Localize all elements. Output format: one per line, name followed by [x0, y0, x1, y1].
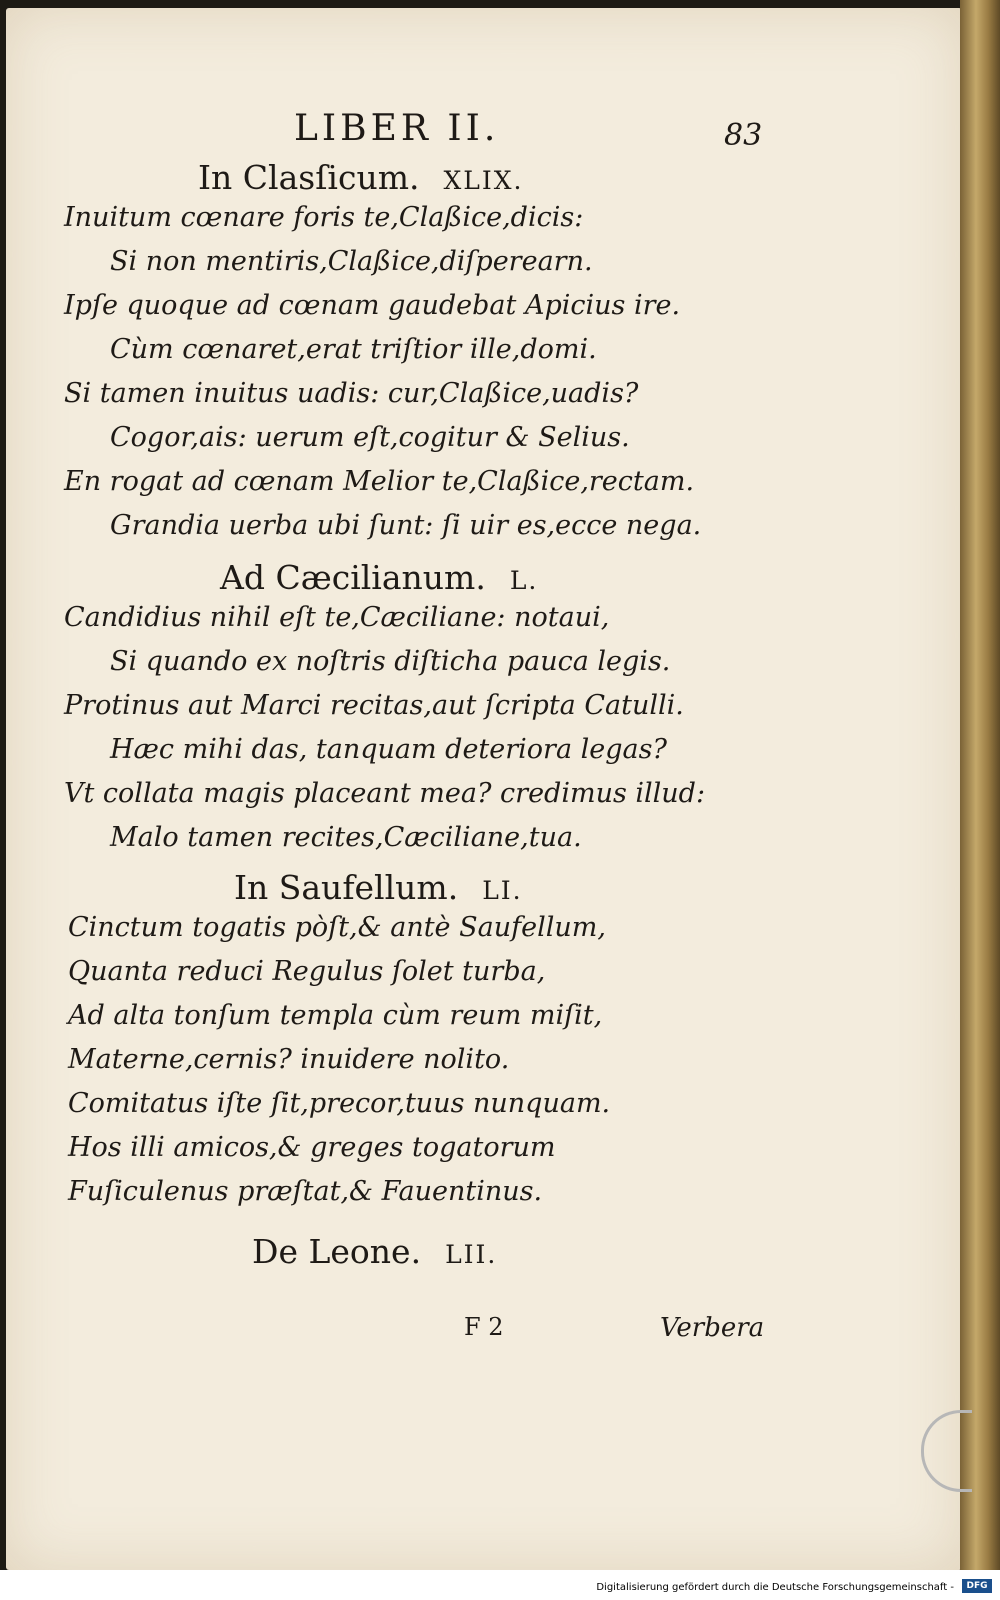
verse-line: Ipſe quoque ad cœnam gaudebat Apicius ire.	[64, 290, 681, 321]
verse-line: Cinctum togatis pòſt,& antè Saufellum,	[68, 912, 606, 943]
verse-line: Candidius nihil eſt te,Cæciliane: notaui,	[64, 602, 610, 633]
section-heading	[252, 1232, 497, 1271]
section-title: In Saufellum.	[234, 868, 459, 907]
running-head: LIBER II.	[294, 108, 500, 149]
verse-line: Cogor,ais: uerum eſt,cogitur & Selius.	[110, 422, 630, 453]
verse-line: Grandia uerba ubi ſunt: ſi uir es,ecce nega.	[110, 510, 702, 541]
verse-line: Hæc mihi das, tanquam deteriora legas?	[110, 734, 667, 765]
verse-line: Comitatus iſte ſit,precor,tuus nunquam.	[68, 1088, 611, 1119]
verse-line: En rogat ad cœnam Melior te,Claßice,rectam.	[64, 466, 695, 497]
verse-line: Ad alta tonſum templa cùm reum miſit,	[68, 1000, 603, 1031]
verse-line: Malo tamen recites,Cæciliane,tua.	[110, 822, 582, 853]
verse-line: Si quando ex noſtris diſticha pauca legis.	[110, 646, 671, 677]
section-title: De Leone.	[252, 1232, 422, 1271]
verse-line: Hos illi amicos,& greges togatorum	[68, 1132, 556, 1163]
signature-mark: F 2	[464, 1313, 504, 1341]
verse-line: Quanta reduci Regulus ſolet turba,	[68, 956, 546, 987]
section-title: Ad Cæcilianum.	[220, 558, 486, 597]
verse-line: Fuſiculenus præſtat,& Fauentinus.	[68, 1176, 543, 1207]
book-page	[6, 8, 962, 1570]
verse-line: Vt collata magis placeant mea? credimus illud:	[64, 778, 706, 809]
verse-line: Inuitum cœnare foris te,Claßice,dicis:	[64, 202, 584, 233]
verse-line: Cùm cœnaret,erat triſtior ille,domi.	[110, 334, 597, 365]
funding-credit: Digitalisierung gefördert durch die Deutsche Forschungsgemeinschaft -	[596, 1582, 954, 1593]
section-title: In Clasſicum.	[198, 158, 420, 197]
catchword: Verbera	[660, 1313, 765, 1343]
section-heading	[198, 158, 524, 197]
folio-number: 83	[724, 118, 763, 153]
verse-line: Protinus aut Marci recitas,aut ſcripta Catulli.	[64, 690, 684, 721]
section-number: L.	[509, 566, 539, 595]
digitization-footer	[0, 1570, 1000, 1600]
verse-line: Materne,cernis? inuidere nolito.	[68, 1044, 510, 1075]
verse-line: Si tamen inuitus uadis: cur,Claßice,uadis?	[64, 378, 639, 409]
dfg-logo-icon: DFG	[962, 1579, 992, 1593]
section-number: LII.	[445, 1240, 498, 1269]
verse-line: Si non mentiris,Claßice,diſperearn.	[110, 246, 593, 277]
book-spine	[960, 0, 1000, 1600]
section-number: XLIX.	[443, 166, 524, 195]
section-number: LI.	[482, 876, 523, 905]
section-heading	[234, 868, 523, 907]
section-heading	[220, 558, 538, 597]
